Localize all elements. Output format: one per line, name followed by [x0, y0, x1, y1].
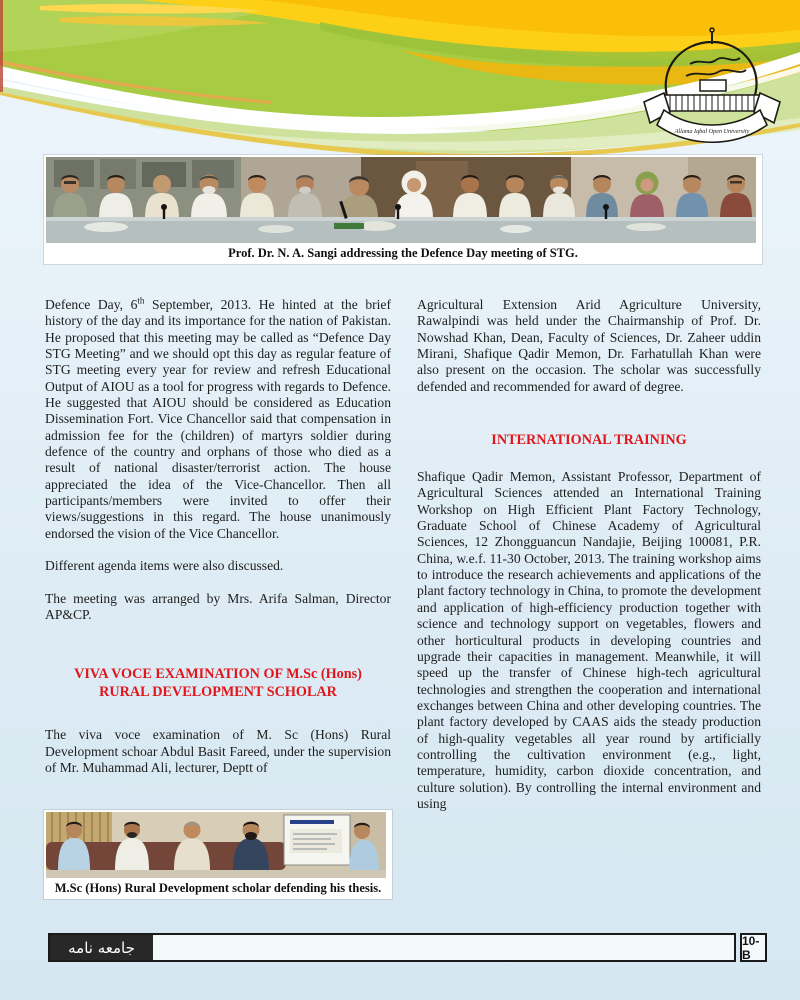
heading-international-training: INTERNATIONAL TRAINING — [491, 432, 687, 449]
paragraph-defence-day: Defence Day, 6th September, 2013. He hinted at the brief history of the day and its importance for the nation of Pakistan. He proposed that this meeting may be called as “Defence Day STG Meeting” and we should opt this day as regular feature of STG meeting every year for review and refresh Educational Output of AIOU as a tool for progress with regards to Defence. He suggested that AIOU should be considered as Education Dissemination Fort. Vice Chancellor said that compensation in admission fee for the (children) of martyrs soldier during defence of the country and orphans of those who died as a result of national disaster/terrorist action. The house appreciated the idea of the Vice-Chancellor. Then all participants/members were invited to offer their views/suggestions in this regard. The house unanimously endorsed the vision of the Vice Chancellor. — [45, 295, 391, 541]
footer-bar — [48, 933, 736, 962]
page-number: 10-B — [740, 933, 767, 962]
meeting-photo-caption: Prof. Dr. N. A. Sangi addressing the Defence Day meeting of STG. — [46, 243, 760, 264]
heading-viva-voce: VIVA VOCE EXAMINATION OF M.Sc (Hons) RURAL DEVELOPMENT SCHOLAR — [74, 666, 362, 701]
meeting-photo — [44, 155, 762, 264]
footer — [48, 933, 767, 962]
thesis-photo-image — [46, 812, 386, 878]
paragraph-agenda: Different agenda items were also discussed. — [45, 558, 284, 574]
thesis-photo — [44, 810, 392, 899]
left-column — [45, 297, 391, 776]
logo-banner-text: Allama Iqbal Open University — [674, 128, 750, 135]
meeting-photo-image — [46, 157, 756, 243]
paragraph-training-workshop: Shafique Qadir Memon, Assistant Professor, Department of Agricultural Sciences attended an International Training Workshop on High Efficient Plant Factory Technology, Graduate School of Chinese Academy of Agricultural Sciences, 12 Zhongguancun Nandajie, Beijing 100081, P.R. China, w.e.f. 11-30 October, 2013. The training workshop aims to introduce the research achievements and applications of the plant factory technology in China, to promote the development and application of high-efficiency production together with science and technology support on vegetables, flowers and other horticultural products in developing countries and upgrade their capacities in management. Meanwhile, it will speed up the transfer of Chinese high-tech agricultural technologies and strengthen the cooperation and international exchanges between China and other developing countries. The plant factory developed by CAAS aids the steady production of high-quality vegetables all year round by artificially controlling the cultivation environment (e.g., light, temperature, humidity, carbon dioxide concentration, and culture solution). By controlling the internal environment and using — [417, 469, 761, 811]
paragraph-viva-voce: The viva voce examination of M. Sc (Hons) Rural Development schoar Abdul Basit Fareed, under the supervision of Mr. Muhammad Ali, lecturer, Deptt of — [45, 727, 391, 775]
thesis-photo-caption: M.Sc (Hons) Rural Development scholar defending his thesis. — [46, 878, 390, 899]
ordinal-superscript: th — [137, 295, 145, 306]
paragraph-examination-panel: Agricultural Extension Arid Agriculture University, Rawalpindi was held under the Chairmanship of Prof. Dr. Nowshad Khan, Dean, Faculty of Sciences, Dr. Zaheer uddin Mirani, Shafique Qadir Memon, Dr. Farhatullah Khan were also present on the occasion. The scholar was successfully defended and recommended for award of degree. — [417, 297, 761, 394]
paragraph-arranged-by: The meeting was arranged by Mrs. Arifa Salman, Director AP&CP. — [45, 590, 391, 622]
newsletter-brand-urdu: جامعه نامه — [50, 935, 153, 960]
right-column — [417, 297, 761, 812]
left-edge-accent — [0, 0, 3, 92]
